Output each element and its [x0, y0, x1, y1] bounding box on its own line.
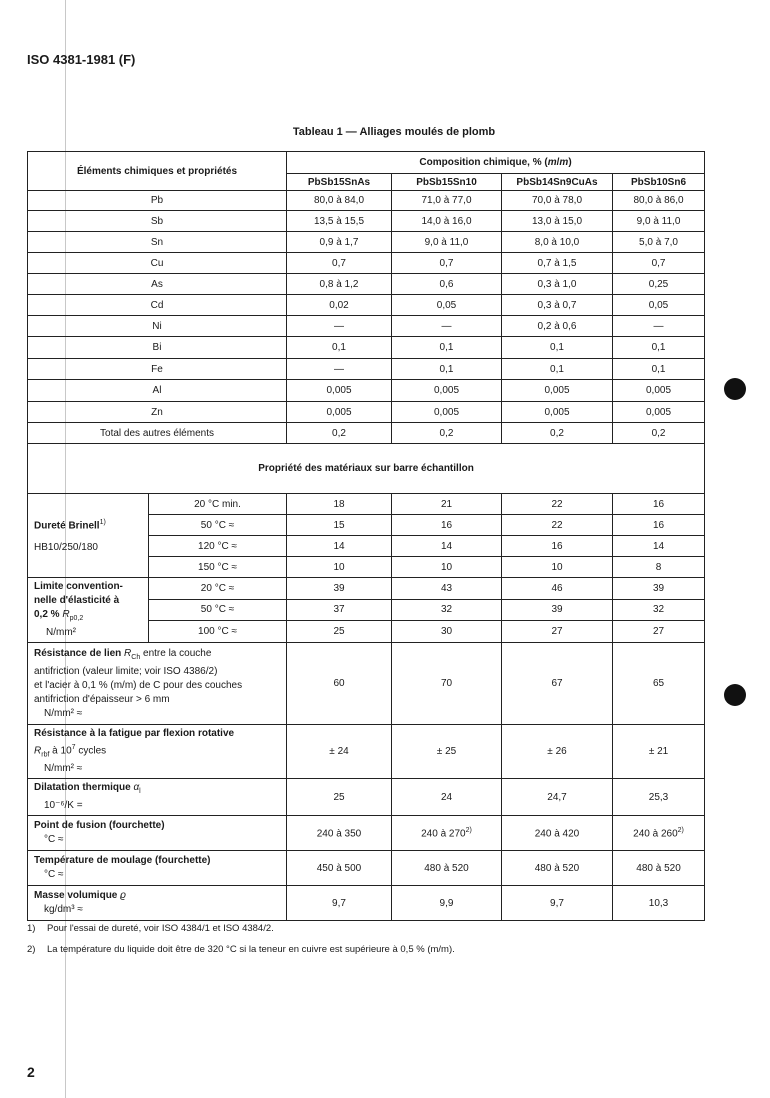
- punch-hole-marker: [724, 378, 746, 400]
- value-cell: 0,005: [392, 402, 502, 423]
- value-cell: 0,25: [613, 274, 705, 295]
- value-cell: 0,1: [392, 359, 502, 380]
- value-cell: 240 à 270$^{2)}$: [392, 816, 502, 851]
- alloy-header: PbSb14Sn9CuAs: [502, 174, 613, 191]
- value-cell: ± 25: [392, 725, 502, 779]
- value-cell: 10,3: [613, 886, 705, 921]
- value-cell: 39: [502, 599, 613, 621]
- brinell-title: Dureté Brinell: [34, 520, 100, 532]
- section-header-row: [28, 444, 705, 494]
- value-cell: 0,3 à 1,0: [502, 274, 613, 295]
- element-label: Total des autres éléments: [28, 423, 287, 444]
- value-cell: 480 à 520: [392, 851, 502, 886]
- value-cell: 46: [502, 578, 613, 600]
- property-section-header: Propriété des matériaux sur barre échantillon: [28, 444, 705, 494]
- value-cell: 16: [392, 515, 502, 536]
- value-cell: 27: [502, 621, 613, 643]
- brinell-label: Dureté Brinell$^{1)}$ HB10/250/180: [28, 494, 149, 578]
- value-cell: 80,0 à 86,0: [613, 191, 705, 211]
- punch-hole-marker: [724, 684, 746, 706]
- value-cell: 39: [613, 578, 705, 600]
- value-cell: 9,0 à 11,0: [613, 211, 705, 232]
- condition-cell: 100 °C ≈: [149, 621, 287, 643]
- alloy-header: PbSb10Sn6: [613, 174, 705, 191]
- value-cell: 0,2 à 0,6: [502, 316, 613, 337]
- element-label: Sb: [28, 211, 287, 232]
- value-cell: 10: [287, 557, 392, 578]
- value-cell: 0,9 à 1,7: [287, 232, 392, 253]
- document-header: ISO 4381-1981 (F): [27, 52, 136, 67]
- value-cell: 0,1: [502, 359, 613, 380]
- value-cell: 240 à 350: [287, 816, 392, 851]
- value-cell: 65: [613, 643, 705, 725]
- value-cell: 10: [392, 557, 502, 578]
- footnote: [27, 918, 455, 939]
- value-cell: 71,0 à 77,0: [392, 191, 502, 211]
- value-cell: 0,8 à 1,2: [287, 274, 392, 295]
- element-label: As: [28, 274, 287, 295]
- value-cell: 0,2: [613, 423, 705, 444]
- brinell-row: [28, 494, 705, 515]
- value-cell: 0,05: [392, 295, 502, 316]
- alloy-header: PbSb15SnAs: [287, 174, 392, 191]
- value-cell: 9,0 à 11,0: [392, 232, 502, 253]
- value-cell: 0,2: [502, 423, 613, 444]
- fatigue-row: [28, 725, 705, 779]
- value-cell: 30: [392, 621, 502, 643]
- element-label: Sn: [28, 232, 287, 253]
- value-cell: 0,005: [502, 380, 613, 402]
- condition-cell: 20 °C min.: [149, 494, 287, 515]
- composition-header: Composition chimique, % (m/m): [287, 152, 705, 174]
- value-cell: 25: [287, 621, 392, 643]
- value-cell: 21: [392, 494, 502, 515]
- composition-row: [28, 211, 705, 232]
- value-cell: 22: [502, 494, 613, 515]
- table-caption: Tableau 1 — Alliages moulés de plomb: [292, 126, 496, 138]
- value-cell: 0,005: [502, 402, 613, 423]
- element-label: Ni: [28, 316, 287, 337]
- value-cell: 70,0 à 78,0: [502, 191, 613, 211]
- label-column-header: Éléments chimiques et propriétés: [28, 152, 287, 191]
- element-label: Pb: [28, 191, 287, 211]
- value-cell: ± 26: [502, 725, 613, 779]
- value-cell: 9,7: [502, 886, 613, 921]
- condition-cell: 120 °C ≈: [149, 536, 287, 557]
- value-cell: 25,3: [613, 779, 705, 816]
- bond-row: [28, 643, 705, 725]
- element-label: Al: [28, 380, 287, 402]
- alloy-header: PbSb15Sn10: [392, 174, 502, 191]
- value-cell: 0,1: [502, 337, 613, 359]
- condition-cell: 20 °C ≈: [149, 578, 287, 600]
- value-cell: 32: [392, 599, 502, 621]
- value-cell: 480 à 520: [613, 851, 705, 886]
- condition-cell: 150 °C ≈: [149, 557, 287, 578]
- value-cell: 24: [392, 779, 502, 816]
- bond-label: Résistance de lien $R_{Ch}$ entre la couche antifriction (valeur limite; voir ISO 4386/2) et l'acier à 0,1 % (m/m) de C pour des couches antifriction d'épaisseur > 6 mm N/mm² ≈: [28, 643, 287, 725]
- value-cell: 480 à 520: [502, 851, 613, 886]
- footnote-text: Pour l'essai de dureté, voir ISO 4384/1 et ISO 4384/2.: [47, 923, 274, 934]
- composition-row: [28, 359, 705, 380]
- value-cell: 25: [287, 779, 392, 816]
- value-cell: 0,2: [287, 423, 392, 444]
- footnote-text: La température du liquide doit être de 320 °C si la teneur en cuivre est supérieure à 0,5 % (m/m).: [47, 944, 455, 955]
- element-label: Cd: [28, 295, 287, 316]
- composition-row: [28, 191, 705, 211]
- value-cell: 32: [613, 599, 705, 621]
- dilatation-label: Dilatation thermique $\alpha_l$ 10⁻⁶/K =: [28, 779, 287, 816]
- page-number: 2: [27, 1064, 35, 1080]
- value-cell: 14,0 à 16,0: [392, 211, 502, 232]
- value-cell: 24,7: [502, 779, 613, 816]
- value-cell: 80,0 à 84,0: [287, 191, 392, 211]
- value-cell: 14: [613, 536, 705, 557]
- value-cell: 14: [392, 536, 502, 557]
- value-cell: 39: [287, 578, 392, 600]
- value-cell: —: [287, 316, 392, 337]
- value-cell: 9,7: [287, 886, 392, 921]
- value-cell: 16: [613, 494, 705, 515]
- value-cell: 0,1: [287, 337, 392, 359]
- value-cell: 16: [502, 536, 613, 557]
- value-cell: 0,7 à 1,5: [502, 253, 613, 274]
- value-cell: 450 à 500: [287, 851, 392, 886]
- footnotes: [27, 918, 455, 960]
- value-cell: 0,02: [287, 295, 392, 316]
- melting-row: [28, 816, 705, 851]
- value-cell: 14: [287, 536, 392, 557]
- melting-label: Point de fusion (fourchette) °C ≈: [28, 816, 287, 851]
- value-cell: 0,005: [613, 402, 705, 423]
- casting-row: [28, 851, 705, 886]
- value-cell: 0,1: [392, 337, 502, 359]
- value-cell: 13,5 à 15,5: [287, 211, 392, 232]
- value-cell: 0,005: [392, 380, 502, 402]
- element-label: Bi: [28, 337, 287, 359]
- composition-row: [28, 337, 705, 359]
- value-cell: 60: [287, 643, 392, 725]
- value-cell: 0,7: [613, 253, 705, 274]
- composition-row: [28, 232, 705, 253]
- casting-label: Température de moulage (fourchette) °C ≈: [28, 851, 287, 886]
- value-cell: 67: [502, 643, 613, 725]
- density-row: [28, 886, 705, 921]
- value-cell: 18: [287, 494, 392, 515]
- value-cell: —: [613, 316, 705, 337]
- value-cell: 16: [613, 515, 705, 536]
- composition-row: [28, 253, 705, 274]
- value-cell: 37: [287, 599, 392, 621]
- footnote-number: 2): [27, 944, 36, 955]
- value-cell: 0,6: [392, 274, 502, 295]
- value-cell: 240 à 420: [502, 816, 613, 851]
- value-cell: ± 21: [613, 725, 705, 779]
- value-cell: 0,1: [613, 359, 705, 380]
- alloy-table: [27, 151, 705, 921]
- element-label: Zn: [28, 402, 287, 423]
- composition-row: [28, 423, 705, 444]
- value-cell: 0,005: [287, 402, 392, 423]
- composition-row: [28, 316, 705, 337]
- element-label: Cu: [28, 253, 287, 274]
- value-cell: ± 24: [287, 725, 392, 779]
- value-cell: 0,1: [613, 337, 705, 359]
- condition-cell: 50 °C ≈: [149, 515, 287, 536]
- value-cell: 0,005: [613, 380, 705, 402]
- element-label: Fe: [28, 359, 287, 380]
- value-cell: 0,2: [392, 423, 502, 444]
- value-cell: 9,9: [392, 886, 502, 921]
- value-cell: 5,0 à 7,0: [613, 232, 705, 253]
- value-cell: 0,3 à 0,7: [502, 295, 613, 316]
- value-cell: 70: [392, 643, 502, 725]
- composition-row: [28, 402, 705, 423]
- footnote-number: 1): [27, 923, 36, 934]
- value-cell: 8: [613, 557, 705, 578]
- composition-row: [28, 295, 705, 316]
- value-cell: 0,005: [287, 380, 392, 402]
- value-cell: 22: [502, 515, 613, 536]
- value-cell: 0,05: [613, 295, 705, 316]
- value-cell: —: [287, 359, 392, 380]
- value-cell: 13,0 à 15,0: [502, 211, 613, 232]
- value-cell: 240 à 260$^{2)}$: [613, 816, 705, 851]
- composition-row: [28, 380, 705, 402]
- value-cell: 8,0 à 10,0: [502, 232, 613, 253]
- elasticity-label: Limite convention- nelle d'élasticité à 0,2 % $R_{p0,2}$ N/mm²: [28, 578, 149, 643]
- value-cell: —: [392, 316, 502, 337]
- footnote: [27, 939, 455, 960]
- elasticity-row: [28, 578, 705, 600]
- dilatation-row: [28, 779, 705, 816]
- fatigue-label: Résistance à la fatigue par flexion rotative $R_{rbf}$ à $10^7$ cycles N/mm² ≈: [28, 725, 287, 779]
- composition-row: [28, 274, 705, 295]
- value-cell: 0,7: [392, 253, 502, 274]
- density-label: Masse volumique ϱ kg/dm³ ≈: [28, 886, 287, 921]
- value-cell: 43: [392, 578, 502, 600]
- value-cell: 10: [502, 557, 613, 578]
- value-cell: 27: [613, 621, 705, 643]
- header-row: [28, 152, 705, 174]
- condition-cell: 50 °C ≈: [149, 599, 287, 621]
- value-cell: 15: [287, 515, 392, 536]
- value-cell: 0,7: [287, 253, 392, 274]
